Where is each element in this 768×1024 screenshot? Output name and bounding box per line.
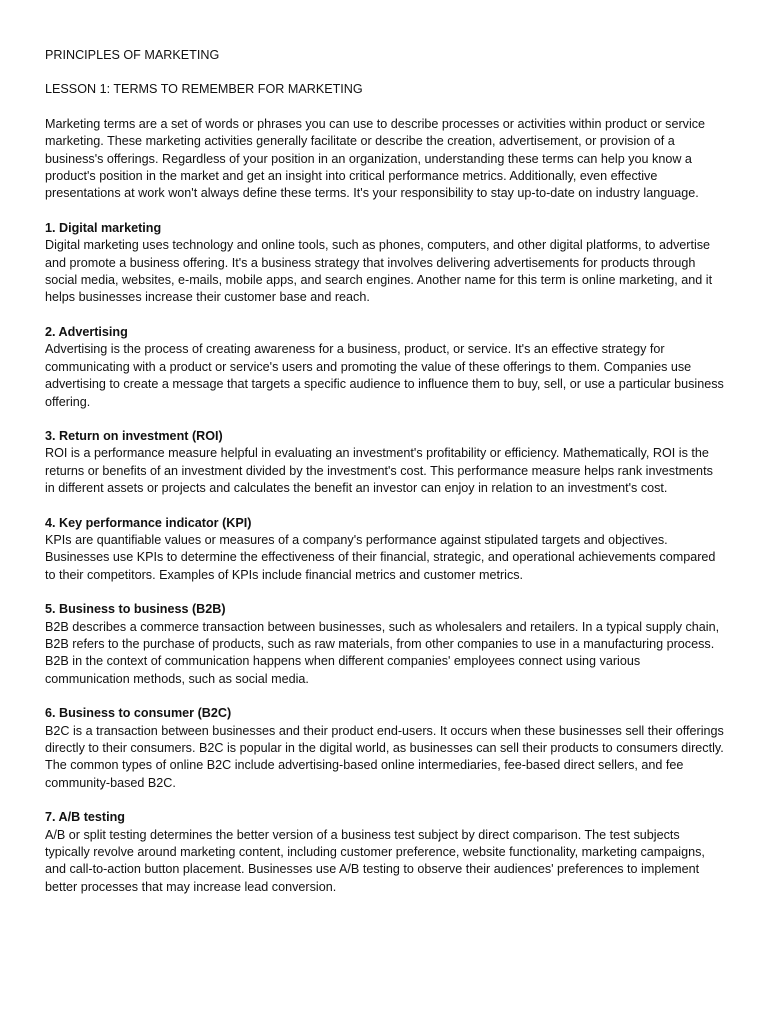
document-page xyxy=(45,47,725,913)
term-digital-marketing xyxy=(45,220,725,307)
term-heading: 1. Digital marketing xyxy=(45,220,162,235)
term-body: B2C is a transaction between businesses and their product end-users. It occurs when these businesses sell their offerings directly to their consumers. B2C is popular in the digital world, as businesses can sell their products to consumers directly. The common types of online B2C include advertising-based online intermediaries, fee-based direct sellers, and fee community-based B2C. xyxy=(45,723,724,790)
term-body: B2B describes a commerce transaction between businesses, such as wholesalers and retailers. In a typical supply chain, B2B refers to the purchase of products, such as raw materials, from other companies to use in a manufacturing process. B2B in the context of communication happens when different companies' employees connect using various communication methods, such as social media. xyxy=(45,619,720,686)
intro-paragraph: Marketing terms are a set of words or phrases you can use to describe processes or activities within product or service marketing. These marketing activities generally facilitate or describe the creation, advertisement, or provision of a business's offerings. Regardless of your position in an organization, understanding these terms can help you know a product's position in the market and get an insight into critical performance metrics. Additionally, even effective presentations at work won't always define these terms. It's your responsibility to stay up-to-date on industry language. xyxy=(45,116,706,201)
term-b2c xyxy=(45,705,725,792)
term-body: KPIs are quantifiable values or measures of a company's performance against stipulated targets and objectives. Businesses use KPIs to determine the effectiveness of their financial, strategic, and operational achievements compared to their competitors. Examples of KPIs include financial metrics and customer metrics. xyxy=(45,532,716,582)
term-advertising xyxy=(45,324,725,411)
term-body: Digital marketing uses technology and online tools, such as phones, computers, and other digital platforms, to advertise and promote a business offering. It's a business strategy that involves delivering advertisements for products through social media, websites, e-mails, mobile apps, and search engines. Another name for this term is online marketing, and it helps businesses increase their customer base and reach. xyxy=(45,238,713,305)
term-body: Advertising is the process of creating awareness for a business, product, or service. It's an effective strategy for communicating with a product or service's users and promoting the value of these offerings to them. Companies use advertising to create a message that targets a specific audience to influence them to buy, sell, or use a particular business offering. xyxy=(45,342,724,409)
term-heading: 4. Key performance indicator (KPI) xyxy=(45,515,252,530)
term-kpi xyxy=(45,515,725,585)
lesson-title: LESSON 1: TERMS TO REMEMBER FOR MARKETING xyxy=(45,82,363,97)
term-ab-testing xyxy=(45,809,725,896)
term-b2b xyxy=(45,601,725,688)
term-body: ROI is a performance measure helpful in evaluating an investment's profitability or efficiency. Mathematically, ROI is the returns or benefits of an investment divided by the investment's cost. This performance measure helps rank investments in different assets or projects and calculates the benefit an investor can enjoy in relation to an investment's cost. xyxy=(45,446,713,496)
term-heading: 3. Return on investment (ROI) xyxy=(45,428,223,443)
term-heading: 5. Business to business (B2B) xyxy=(45,602,226,617)
term-body: A/B or split testing determines the better version of a business test subject by direct comparison. The test subjects typically revolve around marketing content, including customer preference, website functionality, marketing campaigns, and call-to-action button placement. Businesses use A/B testing to observe their audiences' preferences to implement better processes that may increase lead conversion. xyxy=(45,827,705,894)
term-heading: 2. Advertising xyxy=(45,324,128,339)
document-title: PRINCIPLES OF MARKETING xyxy=(45,48,220,62)
term-roi xyxy=(45,428,725,498)
term-heading: 7. A/B testing xyxy=(45,810,126,825)
term-heading: 6. Business to consumer (B2C) xyxy=(45,706,232,721)
